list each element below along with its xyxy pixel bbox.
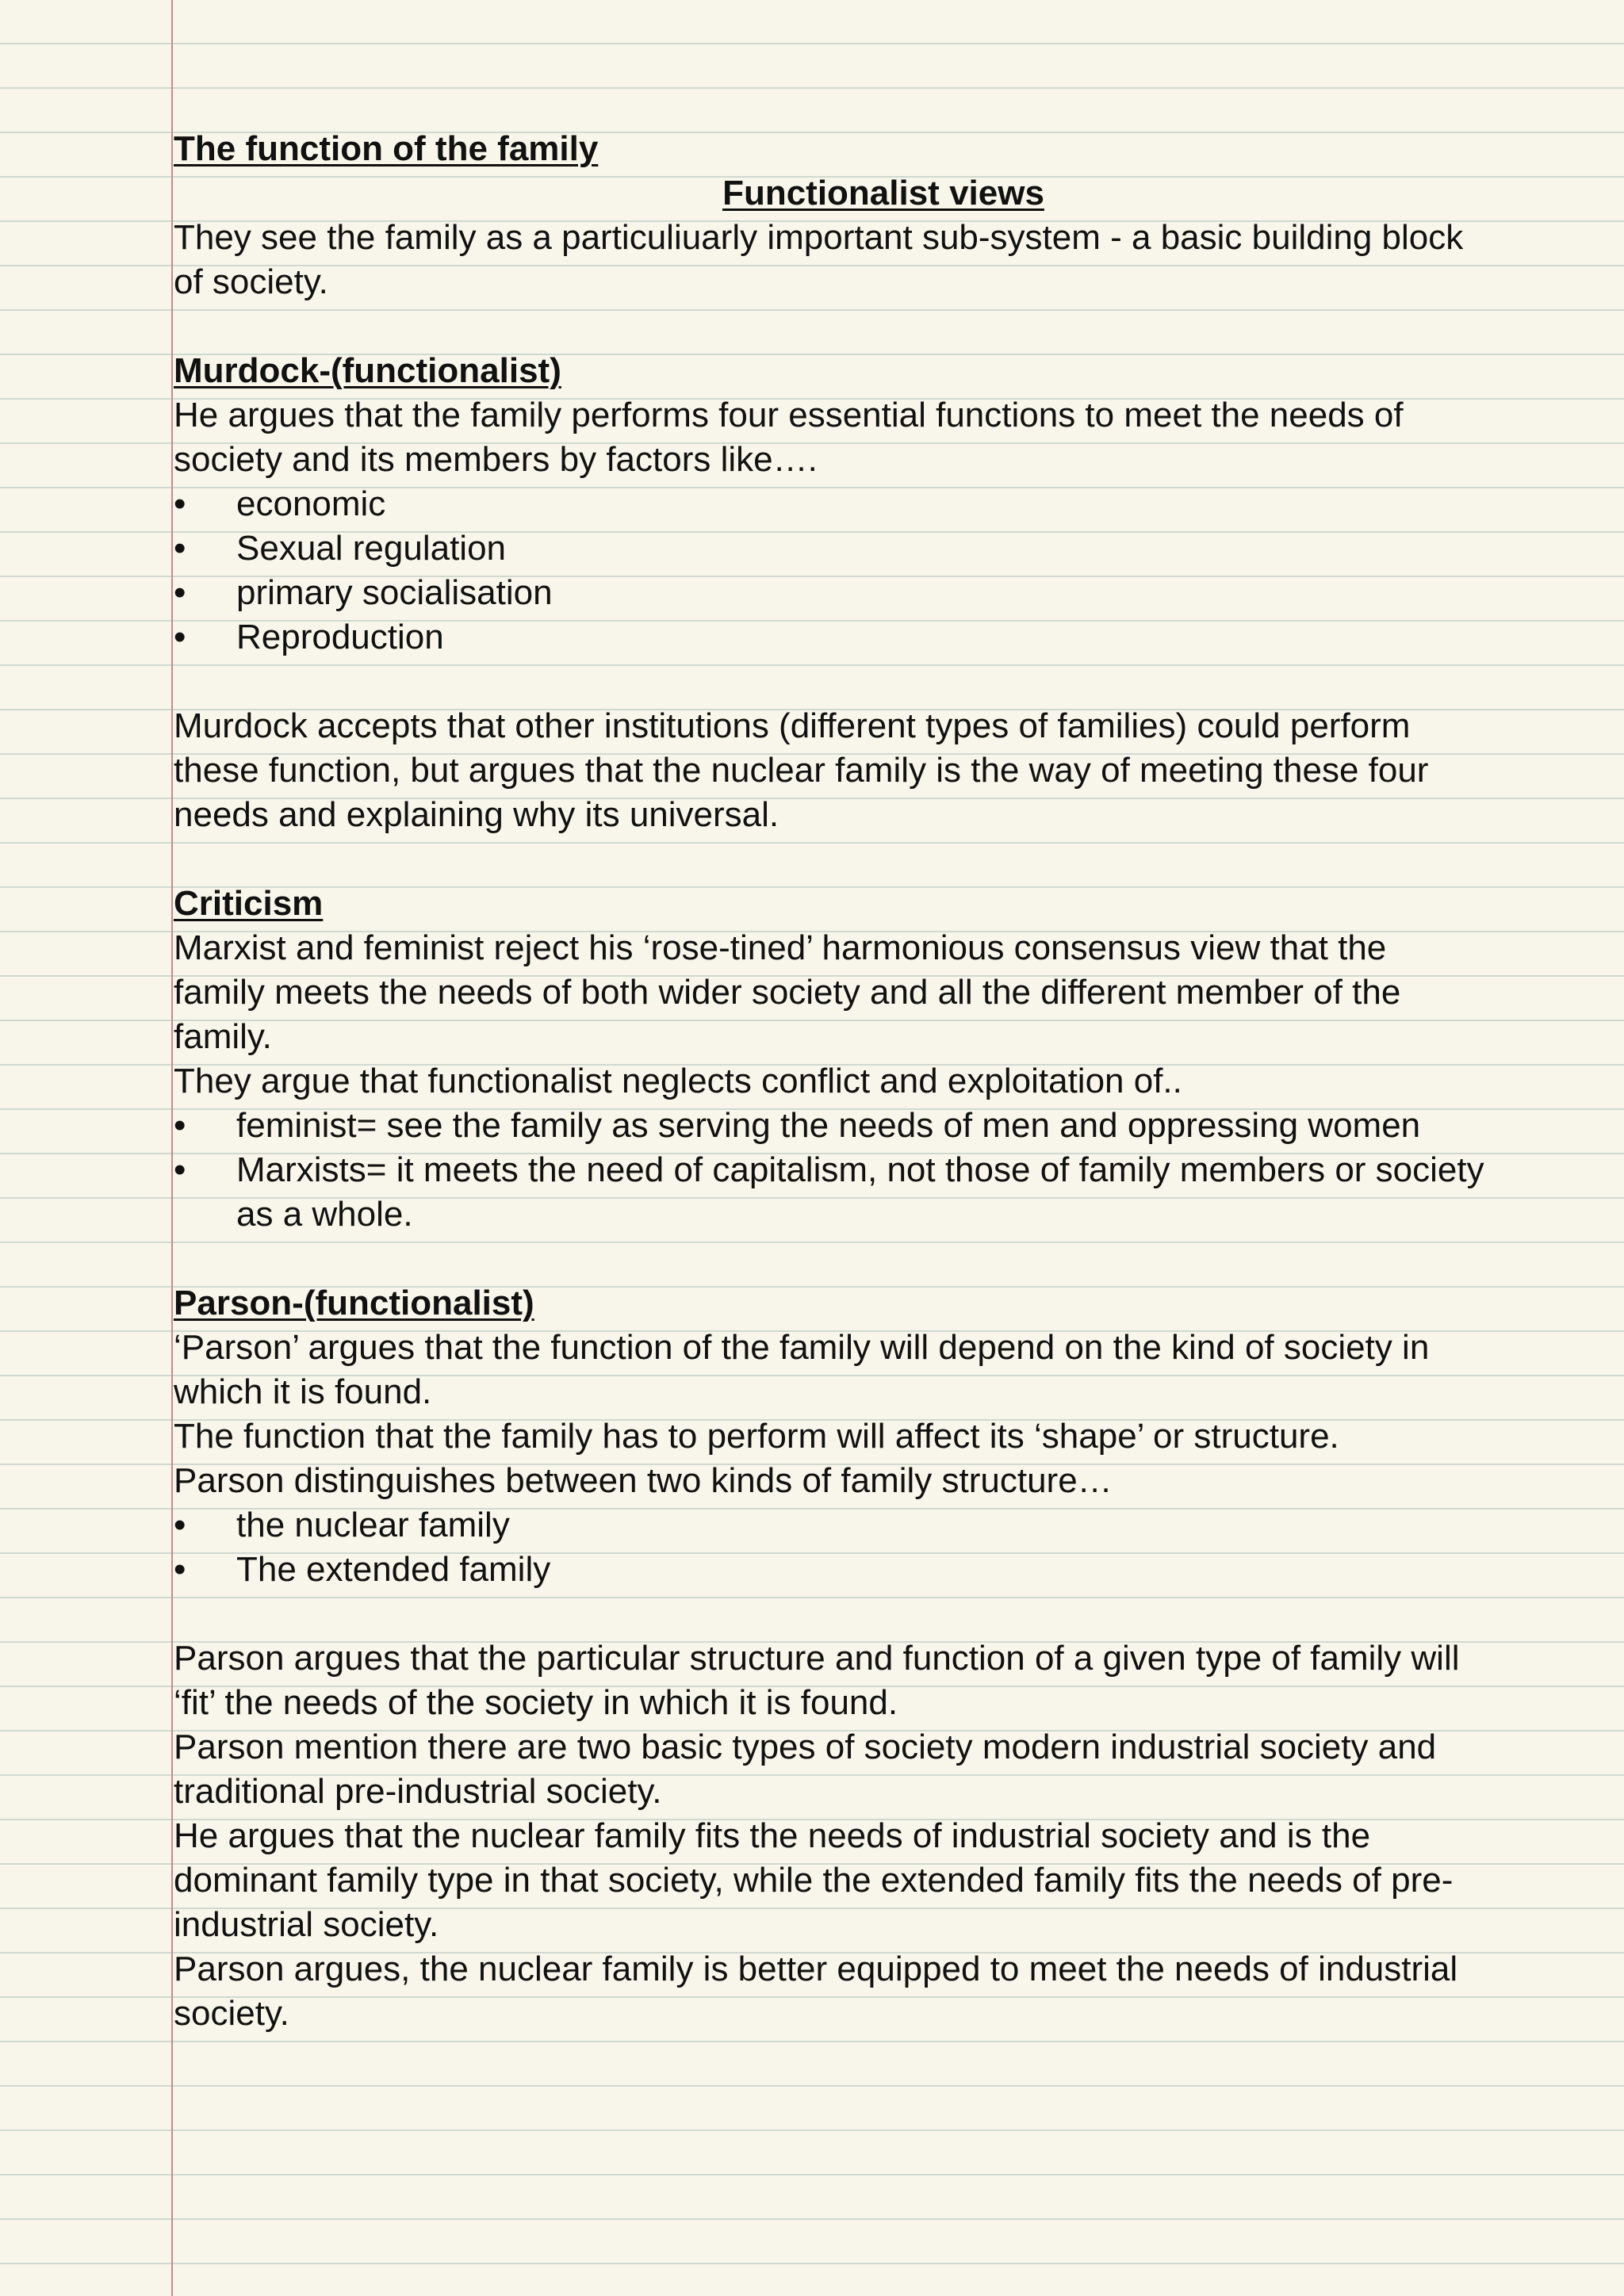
criticism-line: family. bbox=[174, 1017, 272, 1056]
bullet-text: primary socialisation bbox=[236, 573, 553, 612]
criticism-bullet-item bbox=[174, 1148, 1593, 1192]
parson-paragraph-line: He argues that the nuclear family fits the needs of industrial society and is the bbox=[174, 1816, 1371, 1855]
murdock-paragraph-line: Murdock accepts that other institutions (different types of families) could perform bbox=[174, 706, 1411, 745]
bullet-text: The extended family bbox=[236, 1550, 551, 1589]
blank-line bbox=[174, 304, 1593, 349]
blank-line bbox=[174, 837, 1593, 882]
bullet-icon: • bbox=[174, 1106, 186, 1145]
margin-line bbox=[171, 0, 173, 2296]
parson-line: which it is found. bbox=[174, 1372, 432, 1411]
murdock-line: He argues that the family performs four essential functions to meet the needs of bbox=[174, 396, 1404, 434]
bullet-icon: • bbox=[174, 1550, 186, 1589]
murdock-bullet-item bbox=[174, 615, 1593, 660]
intro-line: of society. bbox=[174, 262, 328, 301]
bullet-icon: • bbox=[174, 618, 186, 656]
bullet-text: Sexual regulation bbox=[236, 529, 507, 568]
murdock-paragraph-line: these function, but argues that the nuclear family is the way of meeting these four bbox=[174, 751, 1429, 790]
parson-line: The function that the family has to perform will affect its ‘shape’ or structure. bbox=[174, 1417, 1339, 1456]
bullet-icon: • bbox=[174, 529, 186, 568]
parson-paragraph-line: Parson mention there are two basic types of society modern industrial society and bbox=[174, 1728, 1437, 1766]
murdock-bullet-item bbox=[174, 482, 1593, 526]
parson-paragraph-line: ‘fit’ the needs of the society in which it is found. bbox=[174, 1683, 898, 1722]
blank-line bbox=[174, 660, 1593, 704]
murdock-heading: Murdock-(functionalist) bbox=[174, 351, 561, 390]
notes-page bbox=[174, 127, 1593, 2036]
parson-paragraph-line: dominant family type in that society, while the extended family fits the needs of pre- bbox=[174, 1861, 1454, 1900]
bullet-text: the nuclear family bbox=[236, 1506, 510, 1544]
murdock-paragraph-line: needs and explaining why its universal. bbox=[174, 795, 779, 834]
murdock-line: society and its members by factors like…. bbox=[174, 440, 818, 479]
criticism-line: family meets the needs of both wider society and all the different member of the bbox=[174, 973, 1401, 1012]
parson-heading: Parson-(functionalist) bbox=[174, 1284, 534, 1322]
criticism-line: They argue that functionalist neglects conflict and exploitation of.. bbox=[174, 1062, 1182, 1100]
parson-paragraph-line: traditional pre-industrial society. bbox=[174, 1772, 662, 1811]
bullet-icon: • bbox=[174, 484, 186, 523]
criticism-bullet-item bbox=[174, 1104, 1593, 1148]
bullet-text: Marxists= it meets the need of capitalism, not those of family members or society bbox=[236, 1150, 1484, 1189]
criticism-bullet-continuation: as a whole. bbox=[236, 1195, 413, 1234]
parson-line: ‘Parson’ argues that the function of the family will depend on the kind of society in bbox=[174, 1328, 1430, 1367]
parson-paragraph-line: society. bbox=[174, 1994, 289, 2033]
murdock-bullet-item bbox=[174, 526, 1593, 571]
murdock-bullet-item bbox=[174, 571, 1593, 615]
criticism-line: Marxist and feminist reject his ‘rose-tined’ harmonious consensus view that the bbox=[174, 928, 1387, 967]
intro-line: They see the family as a particuliuarly important sub-system - a basic building block bbox=[174, 218, 1464, 257]
parson-paragraph-line: Parson argues that the particular structure and function of a given type of family will bbox=[174, 1639, 1460, 1678]
parson-bullet-item bbox=[174, 1503, 1593, 1548]
bullet-text: feminist= see the family as serving the needs of men and oppressing women bbox=[236, 1106, 1421, 1145]
bullet-icon: • bbox=[174, 573, 186, 612]
page-title: The function of the family bbox=[174, 129, 599, 168]
section-title-text: Functionalist views bbox=[722, 174, 1044, 212]
bullet-text: Reproduction bbox=[236, 618, 444, 656]
section-title bbox=[174, 171, 1593, 216]
parson-line: Parson distinguishes between two kinds of family structure… bbox=[174, 1461, 1113, 1500]
parson-paragraph-line: Parson argues, the nuclear family is better equipped to meet the needs of industrial bbox=[174, 1950, 1458, 1988]
blank-line bbox=[174, 1592, 1593, 1636]
bullet-icon: • bbox=[174, 1150, 186, 1189]
bullet-text: economic bbox=[236, 484, 386, 523]
bullet-icon: • bbox=[174, 1506, 186, 1544]
criticism-heading: Criticism bbox=[174, 884, 324, 923]
parson-bullet-item bbox=[174, 1548, 1593, 1592]
blank-line bbox=[174, 1237, 1593, 1281]
parson-paragraph-line: industrial society. bbox=[174, 1905, 439, 1944]
